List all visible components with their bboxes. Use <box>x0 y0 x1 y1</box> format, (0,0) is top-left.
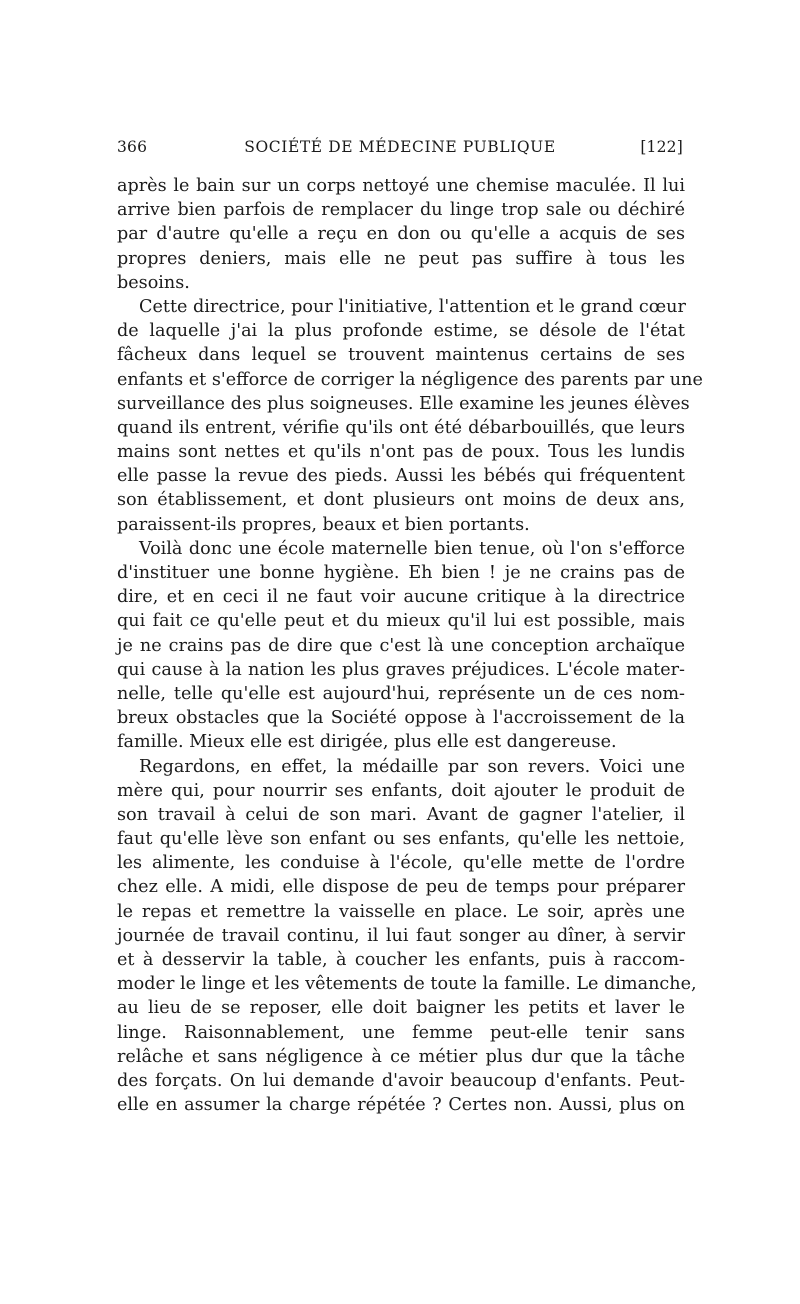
text-line: des forçats. On lui demande d'avoir beaucoup d'enfants. Peut- <box>117 1070 685 1091</box>
paragraph <box>117 174 685 295</box>
page-number: 366 <box>117 138 148 156</box>
text-line: par d'autre qu'elle a reçu en don ou qu'elle a acquis de ses <box>117 224 685 245</box>
running-title: SOCIÉTÉ DE MÉDECINE PUBLIQUE <box>244 138 556 156</box>
text-line: arrive bien parfois de remplacer du linge trop sale ou déchiré <box>117 200 685 221</box>
text-line: besoins. <box>117 272 190 293</box>
text-line: et à desservir la table, à coucher les enfants, puis à raccom- <box>117 950 685 970</box>
text-line: enfants et s'efforce de corriger la négligence des parents par une <box>117 369 703 390</box>
text-line: après le bain sur un corps nettoyé une chemise maculée. Il lui <box>117 176 685 196</box>
text-line: paraissent-ils propres, beaux et bien portants. <box>117 514 530 535</box>
body-text <box>117 174 703 1117</box>
text-line: de laquelle j'ai la plus profonde estime, se désole de l'état <box>117 321 685 342</box>
text-line: qui fait ce qu'elle peut et du mieux qu'il lui est possible, mais <box>117 611 685 632</box>
text-line: journée de travail continu, il lui faut songer au dîner, à servir <box>117 925 685 946</box>
text-line: chez elle. A midi, elle dispose de peu de temps pour préparer <box>117 877 685 898</box>
text-line: elle passe la revue des pieds. Aussi les bébés qui fréquentent <box>117 466 685 487</box>
text-line: au lieu de se reposer, elle doit baigner les petits et laver le <box>117 998 685 1019</box>
text-line: mère qui, pour nourrir ses enfants, doit ajouter le produit de <box>117 780 685 801</box>
text-line: Voilà donc une école maternelle bien tenue, où l'on s'efforce <box>139 538 685 559</box>
text-line: faut qu'elle lève son enfant ou ses enfants, qu'elle les nettoie, <box>117 829 685 850</box>
text-line: fâcheux dans lequel se trouvent maintenus certains de ses <box>117 345 685 366</box>
text-line: le repas et remettre la vaisselle en place. Le soir, après une <box>117 901 685 922</box>
paragraph <box>117 755 697 1118</box>
text-line: son établissement, et dont plusieurs ont moins de deux ans, <box>117 490 685 511</box>
text-line: nelle, telle qu'elle est aujourd'hui, représente un de ces nom- <box>117 683 685 704</box>
text-line: les alimente, les conduise à l'école, qu'elle mette de l'ordre <box>117 853 685 874</box>
paragraph <box>117 537 685 755</box>
paragraph <box>117 295 703 537</box>
text-line: elle en assumer la charge répétée ? Certes non. Aussi, plus on <box>117 1095 685 1116</box>
text-line: famille. Mieux elle est dirigée, plus elle est dangereuse. <box>117 732 617 753</box>
text-line: breux obstacles que la Société oppose à l'accroissement de la <box>117 708 685 729</box>
text-line: qui cause à la nation les plus graves préjudices. L'école mater- <box>117 659 685 680</box>
text-line: Cette directrice, pour l'initiative, l'attention et le grand cœur <box>139 296 686 317</box>
text-line: quand ils entrent, vérifie qu'ils ont été débarbouillés, que leurs <box>117 417 685 438</box>
text-line: dire, et en ceci il ne faut voir aucune critique à la directrice <box>117 587 685 608</box>
text-line: propres deniers, mais elle ne peut pas suffire à tous les <box>117 248 685 269</box>
text-line: mains sont nettes et qu'ils n'ont pas de poux. Tous les lundis <box>117 442 685 463</box>
text-line: surveillance des plus soigneuses. Elle examine les jeunes élèves <box>117 393 690 414</box>
section-number: [122] <box>640 138 683 156</box>
text-line: d'instituer une bonne hygiène. Eh bien ! je ne crains pas de <box>117 563 685 583</box>
text-line: moder le linge et les vêtements de toute la famille. Le dimanche, <box>117 974 697 995</box>
text-line: linge. Raisonnablement, une femme peut-elle tenir sans <box>117 1022 685 1043</box>
text-line: relâche et sans négligence à ce métier plus dur que la tâche <box>117 1046 685 1067</box>
running-header <box>117 138 683 160</box>
text-line: Regardons, en effet, la médaille par son revers. Voici une <box>139 756 685 777</box>
text-line: je ne crains pas de dire que c'est là une conception archaïque <box>117 635 685 656</box>
text-line: son travail à celui de son mari. Avant de gagner l'atelier, il <box>117 804 685 825</box>
